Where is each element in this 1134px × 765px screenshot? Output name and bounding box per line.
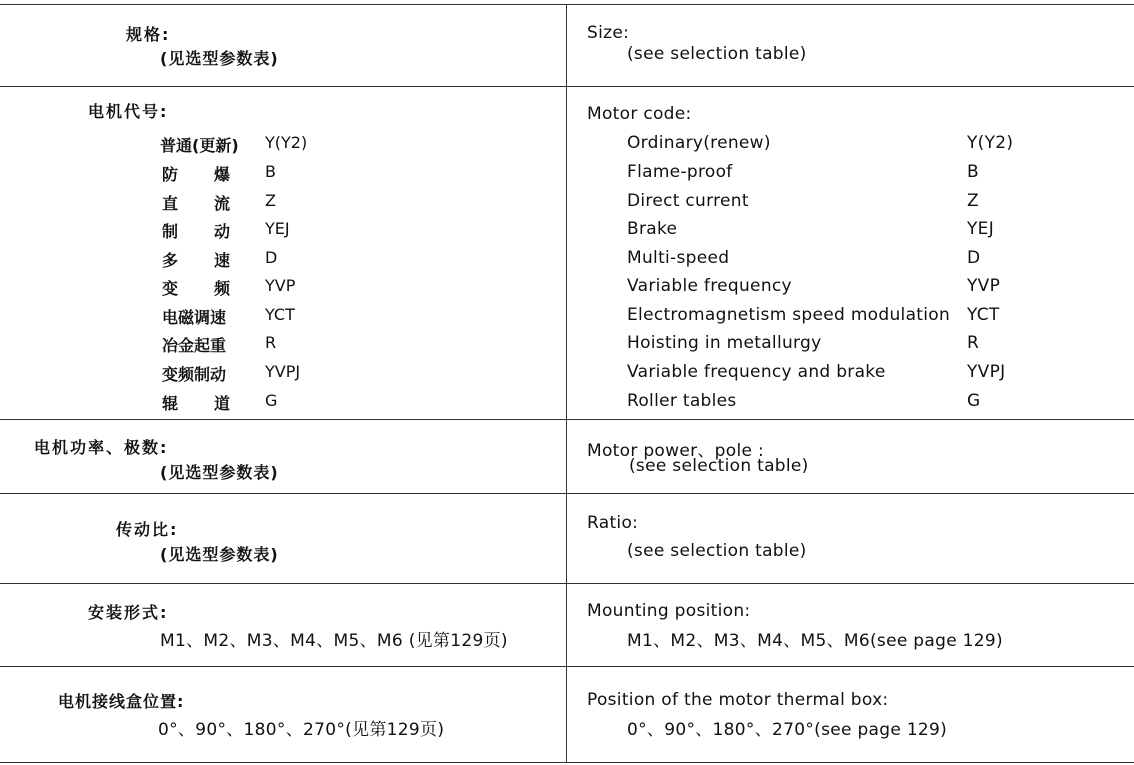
row-divider <box>0 419 1134 420</box>
motor-code-cn-code: R <box>265 333 277 352</box>
row-divider <box>0 583 1134 584</box>
motor-code-en-code: Z <box>967 191 979 211</box>
thermal-box-en-title: Position of the motor thermal box: <box>587 690 889 710</box>
motor-code-en-code: G <box>967 391 981 411</box>
power-cn-sub: (见选型参数表) <box>160 463 279 482</box>
motor-code-en-label: Multi-speed <box>627 248 730 268</box>
motor-code-cn-label: 制 动 <box>162 222 230 241</box>
mounting-en-title: Mounting position: <box>587 601 751 621</box>
motor-code-en-title: Motor code: <box>587 104 692 124</box>
motor-code-cn-code: G <box>265 391 278 410</box>
motor-code-cn-code: Z <box>265 191 276 210</box>
motor-code-en-code: YVPJ <box>967 362 1006 382</box>
motor-code-cn-label: 普通(更新) <box>160 136 239 155</box>
motor-code-en-code: YVP <box>967 276 1001 296</box>
motor-code-en-code: Y(Y2) <box>967 133 1014 153</box>
ratio-en-sub: (see selection table) <box>627 541 807 561</box>
motor-code-cn-code: YVPJ <box>265 362 301 381</box>
size-cn-sub: (见选型参数表) <box>160 49 279 68</box>
mounting-cn-title: 安装形式: <box>88 603 169 622</box>
motor-code-cn-code: YVP <box>265 276 296 295</box>
ratio-en-title: Ratio: <box>587 513 639 533</box>
motor-code-en-code: YCT <box>967 305 1000 325</box>
table-border-top <box>0 4 1134 5</box>
motor-code-cn-label: 变频制动 <box>162 365 227 384</box>
motor-code-en-label: Variable frequency and brake <box>627 362 886 382</box>
motor-code-en-label: Electromagnetism speed modulation <box>627 305 951 325</box>
table-border-bottom <box>0 762 1134 763</box>
row-divider <box>0 86 1134 87</box>
motor-code-cn-label: 电磁调速 <box>162 308 227 327</box>
motor-code-cn-label: 变 频 <box>162 279 230 298</box>
motor-code-en-code: D <box>967 248 981 268</box>
motor-code-cn-label: 直 流 <box>162 194 230 213</box>
motor-code-cn-label: 冶金起重 <box>162 336 227 355</box>
motor-code-en-label: Direct current <box>627 191 749 211</box>
ratio-cn-title: 传动比: <box>116 520 179 539</box>
ratio-cn-sub: (见选型参数表) <box>160 545 279 564</box>
motor-code-en-code: B <box>967 162 979 182</box>
motor-code-cn-code: B <box>265 162 276 181</box>
motor-code-en-label: Roller tables <box>627 391 737 411</box>
motor-code-en-label: Variable frequency <box>627 276 792 296</box>
motor-code-en-label: Ordinary(renew) <box>627 133 771 153</box>
motor-code-cn-label: 防 爆 <box>162 165 230 184</box>
motor-code-en-code: R <box>967 333 980 353</box>
motor-code-cn-title: 电机代号: <box>88 102 169 121</box>
thermal-box-cn-sub: 0°、90°、180°、270°(见第129页) <box>158 720 445 740</box>
column-divider <box>566 4 567 763</box>
motor-code-en-label: Hoisting in metallurgy <box>627 333 822 353</box>
size-en-title: Size: <box>587 23 630 43</box>
motor-code-cn-label: 多 速 <box>162 251 230 270</box>
mounting-en-sub: M1、M2、M3、M4、M5、M6(see page 129) <box>627 631 1003 651</box>
thermal-box-en-sub: 0°、90°、180°、270°(see page 129) <box>627 720 948 740</box>
power-en-sub: (see selection table) <box>629 456 809 476</box>
motor-code-en-label: Brake <box>627 219 678 239</box>
motor-code-cn-code: Y(Y2) <box>265 133 308 152</box>
row-divider <box>0 493 1134 494</box>
motor-code-cn-code: D <box>265 248 278 267</box>
power-en-title: Motor power、pole : <box>587 441 764 461</box>
size-cn-title: 规格: <box>126 25 171 44</box>
mounting-cn-sub: M1、M2、M3、M4、M5、M6 (见第129页) <box>160 631 508 651</box>
motor-code-cn-code: YEJ <box>265 219 290 238</box>
row-divider <box>0 666 1134 667</box>
thermal-box-cn-title: 电机接线盒位置: <box>58 692 185 711</box>
motor-code-cn-code: YCT <box>265 305 295 324</box>
size-en-sub: (see selection table) <box>627 44 807 64</box>
motor-code-en-code: YEJ <box>967 219 995 239</box>
power-cn-title: 电机功率、极数: <box>34 438 169 457</box>
motor-code-en-label: Flame-proof <box>627 162 733 182</box>
motor-code-cn-label: 辊 道 <box>162 394 230 413</box>
